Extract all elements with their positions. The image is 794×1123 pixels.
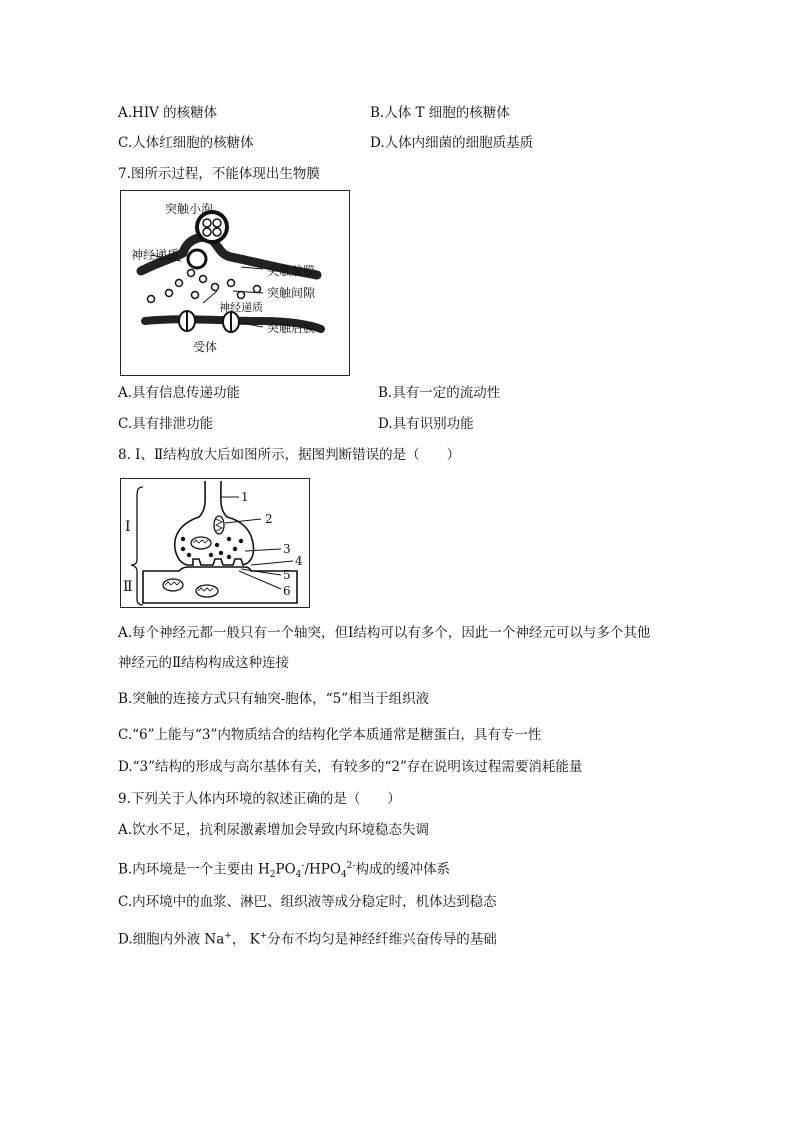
roman-1: Ⅰ [125,519,131,535]
q7-option-d: D.具有识别功能 [378,416,474,432]
number-5: 5 [283,568,291,582]
q9-option-a: A.饮水不足，抗利尿激素增加会导致内环境稳态失调 [118,822,430,838]
number-3: 3 [283,542,291,556]
q9-option-b: B.内环境是一个主要由 $H_2PO_4^-/HPO_4^{2-}$构成的缓冲体系 [118,861,450,881]
q6-option-d: D.人体内细菌的细胞质基质 [370,135,534,151]
number-4: 4 [295,554,303,568]
q8-option-b: B.突触的连接方式只有轴突-胞体，“5”相当于组织液 [118,691,430,707]
label-vesicle: 突触小泡 [165,202,214,216]
q6-option-a: A.HIV 的核糖体 [118,105,218,121]
label-neurotransmitter-top: 神经递质 [131,248,180,262]
number-6: 6 [283,584,291,598]
q7-option-a: A.具有信息传递功能 [118,385,241,401]
label-receptor: 受体 [193,340,218,354]
synapse-figure [120,190,350,376]
q8-option-d: D.“3”结构的形成与高尔基体有关，有较多的“2”存在说明该过程需要消耗能量 [118,759,583,775]
q7-option-c: C.具有排泄功能 [118,416,214,432]
number-1: 1 [241,490,249,504]
q8-option-c: C.“6”上能与“3”内物质结合的结构化学本质通常是糖蛋白，具有专一性 [118,727,542,743]
q7-option-b: B.具有一定的流动性 [378,385,501,401]
label-presynaptic-membrane: 突触前膜 [267,264,316,278]
q9-option-d: D.细胞内外液 Na+， K+分布不均匀是神经纤维兴奋传导的基础 [118,931,497,948]
q7-stem: 7.图所示过程，不能体现出生物膜 [118,166,320,182]
synapse-structure-figure [120,478,310,608]
q9-stem: 9.下列关于人体内环境的叙述正确的是（ ） [118,791,401,807]
q8-option-a-line1: A.每个神经元都一般只有一个轴突，但Ⅰ结构可以有多个，因此一个神经元可以与多个其他 [118,625,651,641]
label-neurotransmitter-mid: 神经递质 [219,301,263,314]
q9-option-c: C.内环境中的血浆、淋巴、组织液等成分稳定时，机体达到稳态 [118,894,497,910]
q6-option-b: B.人体 T 细胞的核糖体 [370,105,510,121]
roman-2: Ⅱ [123,579,133,595]
q6-option-c: C.人体红细胞的核糖体 [118,135,254,151]
q8-option-a-line2: 神经元的Ⅱ结构构成这种连接 [118,655,290,671]
label-synaptic-cleft: 突触间隙 [267,286,316,300]
q8-stem: 8. Ⅰ、Ⅱ结构放大后如图所示，据图判断错误的是（ ） [118,447,461,463]
label-postsynaptic-membrane: 突触后膜 [267,321,316,335]
number-2: 2 [265,512,273,526]
